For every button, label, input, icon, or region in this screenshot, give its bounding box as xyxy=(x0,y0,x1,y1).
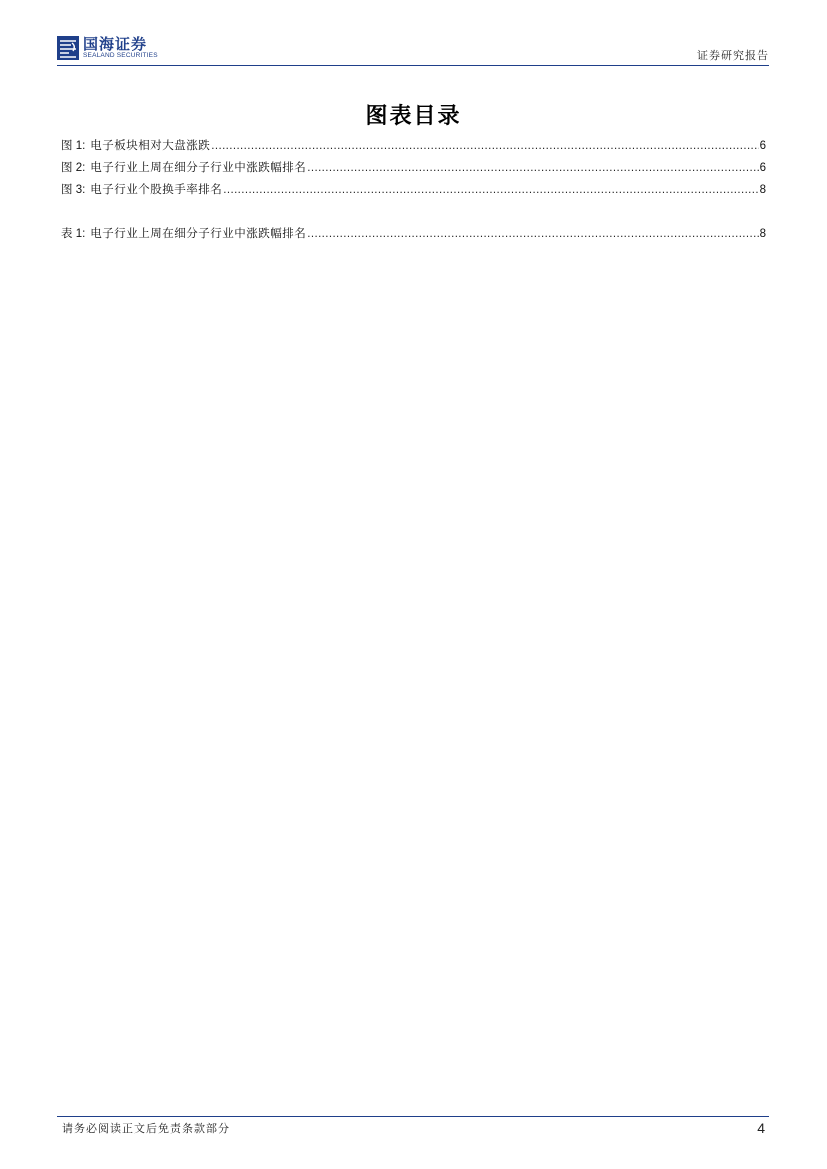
toc-leader-dots xyxy=(211,138,758,152)
toc-entry[interactable] xyxy=(61,225,766,247)
toc-entry-text: 电子行业上周在细分子行业中涨跌幅排名 xyxy=(90,226,307,240)
toc-entry[interactable] xyxy=(61,181,766,203)
toc-entry-label: 图 3: xyxy=(61,184,86,196)
toc-title: 图表目录 xyxy=(365,104,462,129)
toc-entry[interactable] xyxy=(61,159,766,181)
toc-entry-label: 图 1: xyxy=(61,140,86,152)
logo-chinese-name: 国海证券 xyxy=(83,35,148,53)
header-divider xyxy=(57,65,769,66)
toc-entry-text: 电子板块相对大盘涨跌 xyxy=(90,138,211,152)
toc-leader-dots xyxy=(223,182,758,196)
footer-divider xyxy=(57,1116,769,1117)
toc-entry-page: 6 xyxy=(759,162,766,174)
toc-leader-dots xyxy=(307,226,758,240)
toc-entry[interactable] xyxy=(61,137,766,159)
toc-leader-dots xyxy=(307,160,758,174)
toc-entry-page: 6 xyxy=(759,140,766,152)
toc-entry-page: 8 xyxy=(759,184,766,196)
report-type-label: 证券研究报告 xyxy=(697,49,769,62)
page-number: 4 xyxy=(757,1120,765,1136)
company-logo xyxy=(57,36,158,60)
page-header xyxy=(57,34,769,66)
toc-entry-label: 表 1: xyxy=(61,228,86,240)
toc-entry-page: 8 xyxy=(759,228,766,240)
logo-english-name: SEALAND SECURITIES xyxy=(83,52,158,59)
sealand-logo-icon xyxy=(57,36,79,60)
table-of-figures xyxy=(61,137,766,247)
toc-entry-text: 电子行业个股换手率排名 xyxy=(90,182,223,196)
footer-disclaimer: 请务必阅读正文后免责条款部分 xyxy=(62,1122,230,1135)
toc-entry-text: 电子行业上周在细分子行业中涨跌幅排名 xyxy=(90,160,307,174)
toc-entry-label: 图 2: xyxy=(61,162,86,174)
